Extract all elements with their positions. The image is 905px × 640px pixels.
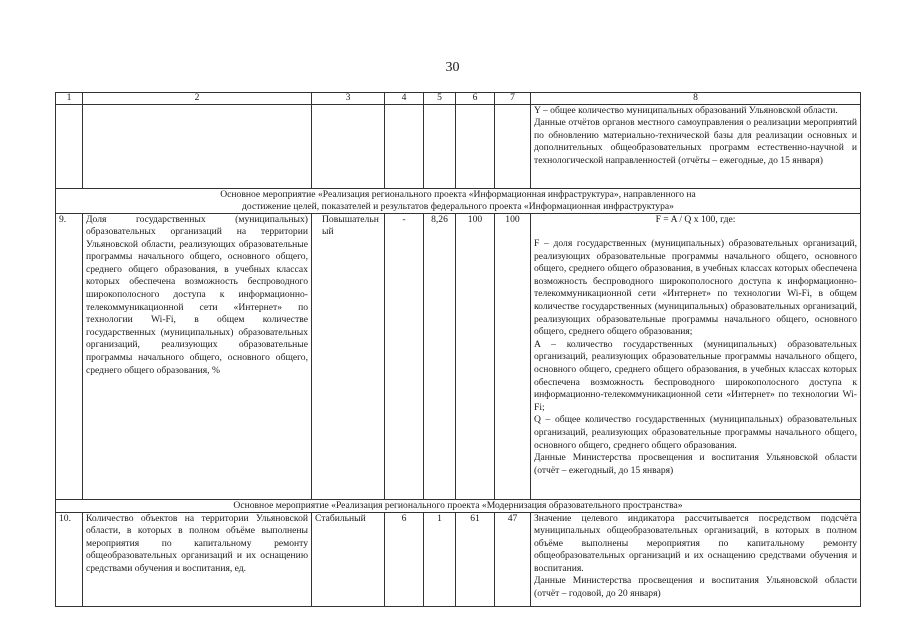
continuation-text [531,104,861,188]
value-cell: 8,26 [424,213,456,499]
continuation-line: Y – общее количество муниципальных образований Ульяновской области. [534,104,838,116]
value-cell: 47 [495,512,531,606]
row-number: 10. [56,512,83,606]
continuation-line: Данные отчётов органов местного самоуправления о реализации мероприятий по обновлению материально-технической базы для реализации основных и дополнительных общеобразовательных программ естественно-научной и технологической направленностей (отчёты – ежегодные, до 15 января) [534,117,857,166]
calculation-method [531,213,861,499]
col-number: 5 [424,93,456,105]
col-number: 1 [56,93,83,105]
col-number: 6 [456,93,495,105]
indicators-table [55,92,861,607]
value-cell: 6 [385,512,424,606]
trend: Стабильный [312,512,385,606]
column-numbers-row [56,93,861,105]
desc-paragraph: Значение целевого индикатора рассчитывается посредством подсчёта муниципальных общеобразовательных организаций, в которых в полном объёме выполнены мероприятия по капитальному ремонту общеобразовательных организаций и их оснащению средствами обучения и воспитания. [534,512,857,574]
page-number: 30 [445,60,460,75]
trend: Повышательный [312,213,385,499]
section-row [56,499,861,512]
table-row [56,213,861,499]
continuation-row [56,104,861,188]
desc-paragraph: A – количество государственных (муниципальных) образовательных организаций, реализующих образовательные программы начального общего, основного общего, среднего общего образования, в учебных классах которых обеспечена возможность беспроводного широкополосного доступа к информационно-телекоммуникационной сети «Интернет» по технологии Wi-Fi; [534,338,857,413]
formula: F = A / Q x 100, где: [655,213,736,225]
calculation-method [531,512,861,606]
desc-paragraph: Данные Министерства просвещения и воспитания Ульяновской области (отчёт – ежегодный, до 15 января) [534,452,857,476]
indicator-name: Количество объектов на территории Ульяновской области, в которых в полном объёме выполнены мероприятия по капитальному ремонту общеобразовательных организаций и их оснащению средствами обучения и воспитания, ед. [83,512,312,606]
value-cell: 1 [424,512,456,606]
desc-paragraph: F – доля государственных (муниципальных) образовательных организаций, реализующих образовательные программы начального общего, основного общего, среднего общего образования, в учебных классах которых обеспечена возможность беспроводного широкополосного доступа к информационно-телекоммуникационной сети «Интернет» по технологии Wi-Fi, в общем количестве государственных (муниципальных) образовательных организаций, реализующих образовательные программы начального общего, основного общего, среднего общего образования; [534,238,857,338]
value-cell: - [385,213,424,499]
col-number: 8 [531,93,861,105]
col-number: 4 [385,93,424,105]
row-number: 9. [56,213,83,499]
section-title: Основное мероприятие «Реализация регионального проекта «Модернизация образовательного пространства» [56,499,861,512]
table-row [56,512,861,606]
desc-paragraph: Q – общее количество государственных (муниципальных) образовательных организаций, реализующих образовательные программы начального общего, основного общего, среднего общего образования. [534,414,857,451]
section-title: Основное мероприятие «Реализация регионального проекта «Информационная инфраструктура», направленного на достижение целей, показателей и результатов федерального проекта «Информационная инфраструктура» [56,188,861,213]
value-cell: 61 [456,512,495,606]
col-number: 2 [83,93,312,105]
col-number: 3 [312,93,385,105]
value-cell: 100 [495,213,531,499]
col-number: 7 [495,93,531,105]
section-row [56,188,861,213]
value-cell: 100 [456,213,495,499]
indicator-name: Доля государственных (муниципальных) образовательных организаций на территории Ульяновской области, реализующих образовательные программы начального общего, основного общего, среднего общего образования, в учебных классах которых обеспечена возможность беспроводного широкополосного доступа к информационно-телекоммуникационной сети «Интернет» по технологии Wi-Fi, в общем количестве государственных (муниципальных) образовательных организаций, реализующих образовательные программы начального общего, основного общего, среднего общего образования, % [83,213,312,499]
desc-paragraph: Данные Министерства просвещения и воспитания Ульяновской области (отчёт – годовой, до 20 января) [534,575,857,600]
